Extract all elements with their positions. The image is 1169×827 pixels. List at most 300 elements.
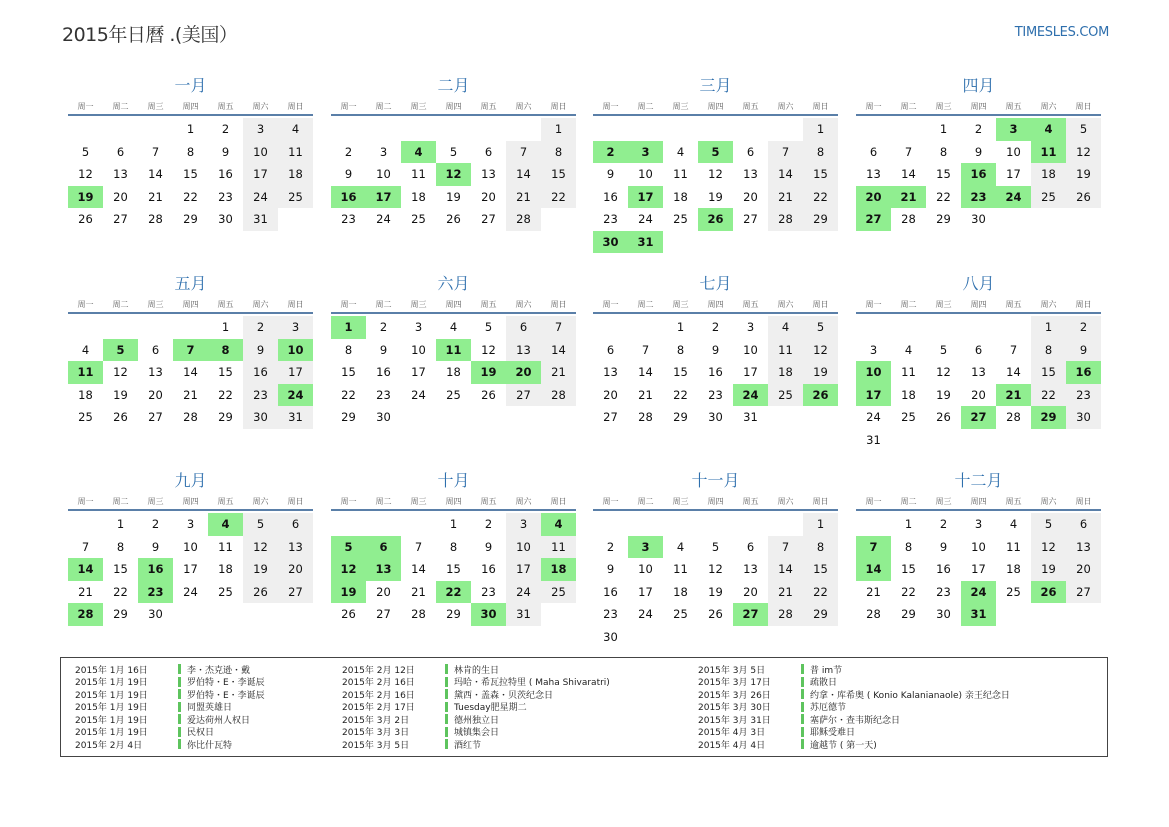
day-cell: 6	[116, 144, 125, 159]
holiday-day-cell: 14	[68, 558, 103, 581]
day-cell: 12	[113, 365, 128, 380]
day-cell: 17	[411, 365, 426, 380]
day-cell: 24	[638, 212, 653, 227]
day-cell: 8	[803, 141, 838, 164]
day-cell: 15	[1031, 361, 1066, 384]
day-cell: 23	[243, 384, 278, 407]
month-name: 一月	[174, 76, 207, 95]
day-cell: 5	[484, 320, 493, 335]
day-cell: 31	[743, 410, 758, 425]
weekday-label: 周一	[865, 496, 882, 506]
day-cell: 26	[936, 410, 951, 425]
day-cell: 21	[506, 186, 541, 209]
holiday-day-cell: 24	[733, 384, 768, 407]
empty-cell	[366, 118, 401, 141]
empty-cell	[663, 513, 698, 536]
weekday-label: 周二	[112, 101, 129, 111]
day-cell: 11	[411, 167, 426, 182]
empty-cell	[593, 513, 628, 536]
weekday-label: 周五	[742, 101, 759, 111]
day-cell: 14	[638, 365, 653, 380]
day-cell: 8	[116, 539, 125, 554]
empty-cell	[891, 118, 926, 141]
empty-cell	[628, 118, 663, 141]
holiday-entry	[328, 738, 610, 751]
day-cell: 27	[1066, 581, 1101, 604]
holiday-name: 爱达荷州人权日	[187, 715, 251, 726]
holiday-marker	[801, 689, 804, 699]
day-cell: 21	[541, 361, 576, 384]
holiday-marker	[178, 714, 181, 724]
day-cell: 26	[446, 212, 461, 227]
holiday-day-cell: 7	[856, 536, 891, 559]
month-calendar	[856, 74, 1101, 231]
day-cell: 28	[901, 212, 916, 227]
holiday-day-cell: 11	[1031, 141, 1066, 164]
day-cell: 19	[1031, 558, 1066, 581]
month-name: 十月	[437, 471, 470, 490]
day-cell: 11	[541, 536, 576, 559]
day-cell: 10	[971, 539, 986, 554]
day-cell: 25	[278, 186, 313, 209]
day-cell: 24	[866, 410, 881, 425]
holiday-day-cell: 31	[961, 603, 996, 626]
day-grid	[68, 316, 313, 429]
day-cell: 4	[676, 539, 685, 554]
weekday-label: 周六	[252, 101, 269, 111]
weekday-label: 周六	[1040, 496, 1057, 506]
holiday-name: 罗伯特・E・李诞辰	[187, 690, 265, 701]
holiday-date: 2015年 2月 4日	[75, 740, 143, 751]
day-cell: 26	[341, 607, 356, 622]
holiday-day-cell: 17	[856, 384, 891, 407]
holiday-date: 2015年 1月 19日	[75, 703, 148, 714]
day-cell: 23	[603, 212, 618, 227]
day-cell: 12	[936, 365, 951, 380]
month-name: 八月	[962, 274, 995, 293]
day-cell: 30	[243, 406, 278, 429]
day-cell: 17	[278, 361, 313, 384]
day-cell: 23	[376, 387, 391, 402]
holiday-day-cell: 5	[331, 536, 366, 559]
empty-cell	[961, 316, 996, 339]
holiday-date: 2015年 3月 5日	[698, 665, 766, 676]
weekday-label: 周三	[410, 299, 427, 309]
weekday-label: 周五	[480, 101, 497, 111]
month-calendar	[331, 74, 576, 231]
day-cell: 25	[768, 384, 803, 407]
day-cell: 10	[183, 539, 198, 554]
day-cell: 19	[708, 584, 723, 599]
holiday-marker	[445, 689, 448, 699]
holiday-day-cell: 30	[471, 603, 506, 626]
weekday-label: 周一	[340, 496, 357, 506]
day-cell: 5	[803, 316, 838, 339]
day-cell: 22	[803, 186, 838, 209]
day-cell: 18	[1031, 163, 1066, 186]
day-cell: 1	[803, 513, 838, 536]
holiday-day-cell: 21	[996, 384, 1031, 407]
weekday-label: 周四	[182, 101, 199, 111]
day-cell: 22	[936, 189, 951, 204]
holiday-name: 罗伯特・E・李诞辰	[187, 678, 265, 689]
day-cell: 2	[344, 144, 353, 159]
holiday-date: 2015年 3月 31日	[698, 715, 771, 726]
empty-cell	[138, 316, 173, 339]
day-cell: 15	[183, 167, 198, 182]
holiday-name: 玛哈・希瓦拉特里 ( Maha Shivaratri)	[454, 678, 610, 689]
weekday-label: 周六	[777, 101, 794, 111]
day-cell: 3	[414, 320, 423, 335]
day-grid	[593, 513, 838, 648]
day-cell: 31	[243, 208, 278, 231]
holiday-marker	[445, 714, 448, 724]
empty-cell	[103, 316, 138, 339]
holiday-date: 2015年 3月 30日	[698, 703, 771, 714]
day-cell: 9	[221, 144, 230, 159]
holiday-day-cell: 17	[628, 186, 663, 209]
weekday-label: 周日	[550, 496, 567, 506]
empty-cell	[366, 513, 401, 536]
day-cell: 2	[974, 122, 983, 137]
day-cell: 3	[278, 316, 313, 339]
holiday-date: 2015年 3月 3日	[342, 728, 410, 739]
day-cell: 9	[939, 539, 948, 554]
day-cell: 20	[1066, 558, 1101, 581]
day-cell: 10	[638, 562, 653, 577]
day-cell: 28	[411, 607, 426, 622]
weekday-header	[856, 296, 1101, 314]
day-cell: 20	[743, 189, 758, 204]
holiday-day-cell: 4	[541, 513, 576, 536]
holiday-day-cell: 31	[628, 231, 663, 254]
day-cell: 15	[113, 562, 128, 577]
day-cell: 7	[414, 539, 423, 554]
day-cell: 23	[481, 584, 496, 599]
weekday-label: 周三	[410, 101, 427, 111]
day-cell: 19	[803, 361, 838, 384]
day-cell: 27	[603, 410, 618, 425]
day-cell: 12	[481, 342, 496, 357]
day-cell: 6	[606, 342, 615, 357]
holiday-date: 2015年 3月 5日	[342, 740, 410, 751]
holiday-day-cell: 12	[436, 163, 471, 186]
weekday-label: 周日	[287, 496, 304, 506]
day-cell: 13	[278, 536, 313, 559]
weekday-label: 周日	[812, 496, 829, 506]
holiday-day-cell: 16	[961, 163, 996, 186]
day-cell: 5	[81, 144, 90, 159]
holiday-name: 同盟英雄日	[187, 703, 233, 714]
day-cell: 11	[218, 539, 233, 554]
weekday-label: 周三	[672, 101, 689, 111]
day-cell: 7	[904, 144, 913, 159]
day-grid	[856, 513, 1101, 626]
month-calendar	[856, 272, 1101, 451]
day-cell: 25	[78, 410, 93, 425]
weekday-label: 周一	[602, 496, 619, 506]
weekday-label: 周六	[1040, 299, 1057, 309]
holiday-entry	[684, 663, 1010, 676]
month-name: 三月	[699, 76, 732, 95]
weekday-label: 周六	[515, 101, 532, 111]
day-cell: 7	[151, 144, 160, 159]
weekday-label: 周四	[970, 101, 987, 111]
holiday-day-cell: 27	[961, 406, 996, 429]
weekday-label: 周一	[602, 299, 619, 309]
holiday-marker	[801, 727, 804, 737]
holiday-entry	[61, 738, 265, 751]
day-cell: 4	[81, 342, 90, 357]
day-cell: 22	[803, 581, 838, 604]
weekday-label: 周日	[1075, 101, 1092, 111]
holiday-day-cell: 20	[506, 361, 541, 384]
day-cell: 20	[376, 584, 391, 599]
holiday-date: 2015年 1月 16日	[75, 665, 148, 676]
holiday-day-cell: 13	[366, 558, 401, 581]
weekday-label: 周六	[515, 496, 532, 506]
day-cell: 3	[379, 144, 388, 159]
day-cell: 2	[711, 320, 720, 335]
day-cell: 11	[673, 167, 688, 182]
day-cell: 12	[1066, 141, 1101, 164]
weekday-label: 周三	[147, 299, 164, 309]
holiday-day-cell: 24	[961, 581, 996, 604]
holiday-date: 2015年 3月 2日	[342, 715, 410, 726]
holiday-date: 2015年 2月 17日	[342, 703, 415, 714]
month-calendar	[593, 272, 838, 429]
day-cell: 4	[1009, 517, 1018, 532]
empty-cell	[68, 316, 103, 339]
day-cell: 20	[481, 189, 496, 204]
holiday-date: 2015年 2月 16日	[342, 690, 415, 701]
weekday-label: 周四	[707, 496, 724, 506]
empty-cell	[506, 118, 541, 141]
site-brand[interactable]: TIMESLES.COM	[1014, 25, 1109, 40]
day-cell: 21	[768, 186, 803, 209]
holiday-entry	[61, 726, 265, 739]
day-cell: 17	[743, 365, 758, 380]
holiday-name: 城镇集会日	[454, 728, 500, 739]
holiday-column	[328, 663, 610, 751]
day-cell: 14	[183, 365, 198, 380]
day-cell: 2	[221, 122, 230, 137]
holiday-day-cell: 14	[856, 558, 891, 581]
weekday-label: 周日	[550, 101, 567, 111]
weekday-label: 周五	[217, 101, 234, 111]
day-cell: 18	[446, 365, 461, 380]
weekday-header	[331, 296, 576, 314]
holiday-date: 2015年 4月 3日	[698, 728, 766, 739]
day-cell: 1	[541, 118, 576, 141]
holiday-day-cell: 26	[1031, 581, 1066, 604]
day-cell: 20	[113, 189, 128, 204]
day-cell: 2	[484, 517, 493, 532]
holiday-marker	[445, 677, 448, 687]
weekday-label: 周一	[77, 299, 94, 309]
holiday-day-cell: 28	[68, 603, 103, 626]
day-cell: 27	[278, 581, 313, 604]
day-cell: 29	[673, 410, 688, 425]
weekday-label: 周二	[900, 299, 917, 309]
day-cell: 29	[341, 410, 356, 425]
day-cell: 23	[341, 212, 356, 227]
holiday-day-cell: 24	[996, 186, 1031, 209]
weekday-label: 周四	[707, 101, 724, 111]
holiday-date: 2015年 3月 17日	[698, 678, 771, 689]
holiday-name: 普 im节	[810, 665, 843, 676]
weekday-label: 周三	[672, 299, 689, 309]
holiday-name: 耶稣受难日	[810, 728, 856, 739]
day-cell: 16	[376, 365, 391, 380]
holiday-name: 你比什瓦特	[187, 740, 233, 751]
day-cell: 5	[243, 513, 278, 536]
holiday-day-cell: 4	[208, 513, 243, 536]
day-cell: 24	[183, 584, 198, 599]
empty-cell	[173, 316, 208, 339]
day-cell: 14	[148, 167, 163, 182]
day-cell: 12	[708, 167, 723, 182]
day-cell: 30	[1066, 406, 1101, 429]
page-title: 2015年日曆 .(美国）	[62, 24, 238, 46]
day-cell: 9	[606, 562, 615, 577]
day-cell: 3	[506, 513, 541, 536]
day-cell: 22	[901, 584, 916, 599]
day-cell: 24	[506, 581, 541, 604]
day-cell: 7	[81, 539, 90, 554]
weekday-label: 周三	[147, 496, 164, 506]
day-cell: 20	[971, 387, 986, 402]
weekday-header	[68, 98, 313, 116]
day-cell: 22	[113, 584, 128, 599]
day-cell: 1	[939, 122, 948, 137]
holiday-name: 约拿・库希奥 ( Konio Kalanianaole) 亲王纪念日	[810, 690, 1010, 701]
month-name: 九月	[174, 471, 207, 490]
weekday-label: 周五	[742, 496, 759, 506]
month-name: 五月	[174, 274, 207, 293]
day-cell: 30	[971, 212, 986, 227]
day-cell: 18	[768, 361, 803, 384]
day-cell: 1	[676, 320, 685, 335]
holiday-name: Tuesday肥星期二	[454, 703, 527, 714]
day-cell: 28	[183, 410, 198, 425]
holiday-entry	[684, 713, 1010, 726]
day-cell: 15	[446, 562, 461, 577]
day-grid	[331, 118, 576, 231]
weekday-header	[68, 493, 313, 511]
day-cell: 13	[603, 365, 618, 380]
day-cell: 19	[446, 189, 461, 204]
day-cell: 30	[218, 212, 233, 227]
weekday-label: 周日	[550, 299, 567, 309]
weekday-label: 周三	[935, 299, 952, 309]
holiday-date: 2015年 3月 26日	[698, 690, 771, 701]
day-cell: 15	[218, 365, 233, 380]
day-cell: 16	[603, 189, 618, 204]
day-cell: 10	[1006, 144, 1021, 159]
day-cell: 3	[186, 517, 195, 532]
holiday-entry	[328, 726, 610, 739]
holiday-date: 2015年 1月 19日	[75, 690, 148, 701]
weekday-label: 周二	[637, 496, 654, 506]
holiday-marker	[801, 664, 804, 674]
holiday-marker	[445, 727, 448, 737]
day-cell: 2	[151, 517, 160, 532]
day-cell: 25	[673, 607, 688, 622]
weekday-label: 周二	[112, 299, 129, 309]
day-cell: 19	[1066, 163, 1101, 186]
day-cell: 5	[1031, 513, 1066, 536]
day-cell: 6	[278, 513, 313, 536]
day-cell: 10	[411, 342, 426, 357]
weekday-header	[68, 296, 313, 314]
weekday-label: 周五	[742, 299, 759, 309]
holiday-day-cell: 5	[698, 141, 733, 164]
day-cell: 24	[376, 212, 391, 227]
holiday-day-cell: 16	[138, 558, 173, 581]
day-cell: 1	[904, 517, 913, 532]
holiday-marker	[801, 702, 804, 712]
holiday-day-cell: 5	[103, 339, 138, 362]
day-cell: 18	[78, 387, 93, 402]
weekday-label: 周四	[970, 299, 987, 309]
holiday-date: 2015年 1月 19日	[75, 715, 148, 726]
day-cell: 5	[449, 144, 458, 159]
day-cell: 9	[484, 539, 493, 554]
holiday-day-cell: 3	[628, 536, 663, 559]
weekday-header	[593, 98, 838, 116]
day-cell: 9	[344, 167, 353, 182]
empty-cell	[768, 118, 803, 141]
holiday-name: 塞萨尔・查韦斯纪念日	[810, 715, 901, 726]
day-cell: 3	[746, 320, 755, 335]
month-calendar	[856, 469, 1101, 626]
weekday-header	[593, 493, 838, 511]
weekday-label: 周一	[602, 101, 619, 111]
weekday-label: 周三	[672, 496, 689, 506]
holiday-day-cell: 21	[891, 186, 926, 209]
holiday-marker	[801, 739, 804, 749]
day-cell: 30	[376, 410, 391, 425]
day-cell: 9	[1066, 339, 1101, 362]
holiday-entry	[684, 688, 1010, 701]
weekday-label: 周二	[375, 496, 392, 506]
day-cell: 18	[901, 387, 916, 402]
day-cell: 22	[218, 387, 233, 402]
weekday-label: 周四	[182, 496, 199, 506]
day-cell: 21	[638, 387, 653, 402]
empty-cell	[331, 513, 366, 536]
day-cell: 27	[506, 384, 541, 407]
holiday-entry	[61, 688, 265, 701]
day-cell: 8	[939, 144, 948, 159]
holiday-entry	[328, 676, 610, 689]
holiday-entry	[328, 701, 610, 714]
weekday-label: 周四	[445, 496, 462, 506]
holiday-day-cell: 20	[856, 186, 891, 209]
day-cell: 23	[1066, 384, 1101, 407]
day-cell: 8	[449, 539, 458, 554]
day-cell: 8	[541, 141, 576, 164]
month-name: 十一月	[691, 471, 740, 490]
weekday-label: 周五	[480, 299, 497, 309]
empty-cell	[891, 316, 926, 339]
day-cell: 22	[1031, 384, 1066, 407]
day-cell: 1	[803, 118, 838, 141]
holiday-entry	[684, 676, 1010, 689]
day-cell: 22	[541, 186, 576, 209]
day-cell: 30	[148, 607, 163, 622]
